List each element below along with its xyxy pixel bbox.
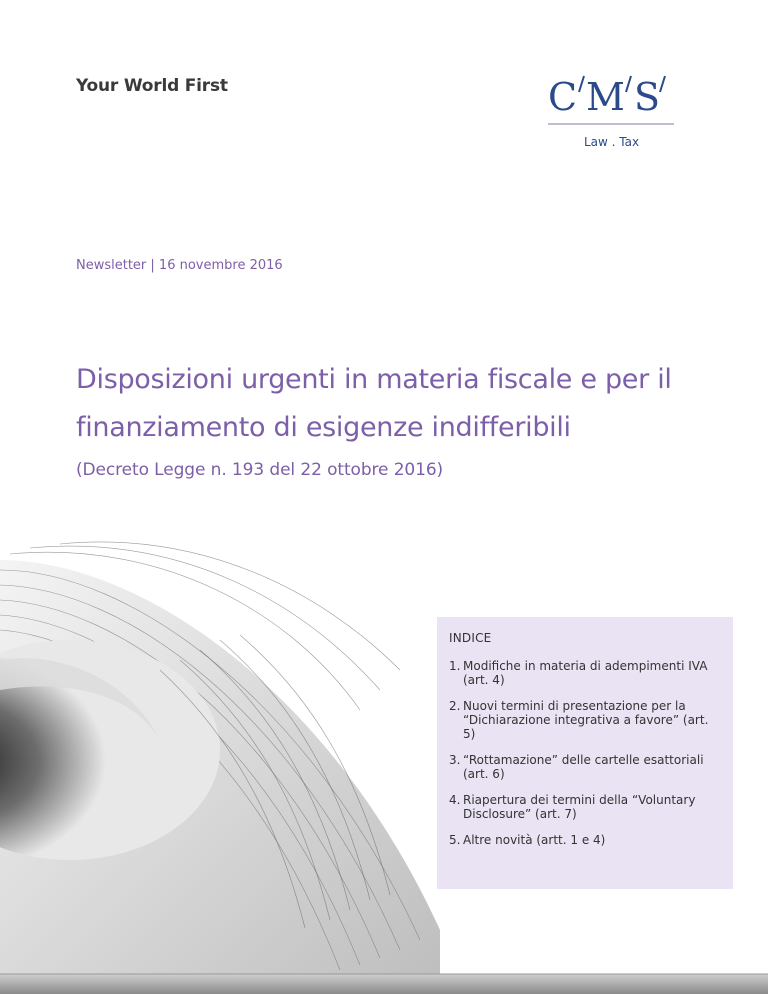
index-item-text: Altre novità (artt. 1 e 4) <box>463 833 606 847</box>
index-item-number: 3. <box>449 753 461 767</box>
index-item[interactable] <box>449 659 721 687</box>
title-line-1: Disposizioni urgenti in materia fiscale e per il <box>76 364 672 395</box>
document-subtitle: (Decreto Legge n. 193 del 22 ottobre 2016) <box>76 460 444 480</box>
index-item[interactable] <box>449 793 721 821</box>
logo-letter-c: C <box>548 75 578 119</box>
index-item[interactable] <box>449 833 721 847</box>
document-title <box>76 356 716 452</box>
index-item-number: 4. <box>449 793 461 807</box>
index-item-number: 5. <box>449 833 461 847</box>
index-item-text: Nuovi termini di presentazione per la “Dichiarazione integrativa a favore” (art. 5) <box>463 699 709 741</box>
newsletter-date: Newsletter | 16 novembre 2016 <box>76 258 283 273</box>
index-heading: INDICE <box>449 631 492 645</box>
logo-letter-m: M <box>586 75 625 119</box>
index-item[interactable] <box>449 753 721 781</box>
index-item-text: Riapertura dei termini della “Voluntary Disclosure” (art. 7) <box>463 793 696 821</box>
index-list <box>449 659 721 847</box>
index-item-number: 1. <box>449 659 461 673</box>
title-line-2: finanziamento di esigenze indifferibili <box>76 412 571 443</box>
tagline: Your World First <box>76 76 228 96</box>
index-box <box>437 617 733 889</box>
index-item-number: 2. <box>449 699 461 713</box>
index-item-text: Modifiche in materia di adempimenti IVA (art. 4) <box>463 659 708 687</box>
logo-subtitle: Law . Tax <box>584 135 640 149</box>
index-item-text: “Rottamazione” delle cartelle esattoriali (art. 6) <box>463 753 704 781</box>
cms-logo <box>548 66 698 156</box>
logo-letter-s: S <box>634 75 661 119</box>
index-item[interactable] <box>449 699 721 741</box>
